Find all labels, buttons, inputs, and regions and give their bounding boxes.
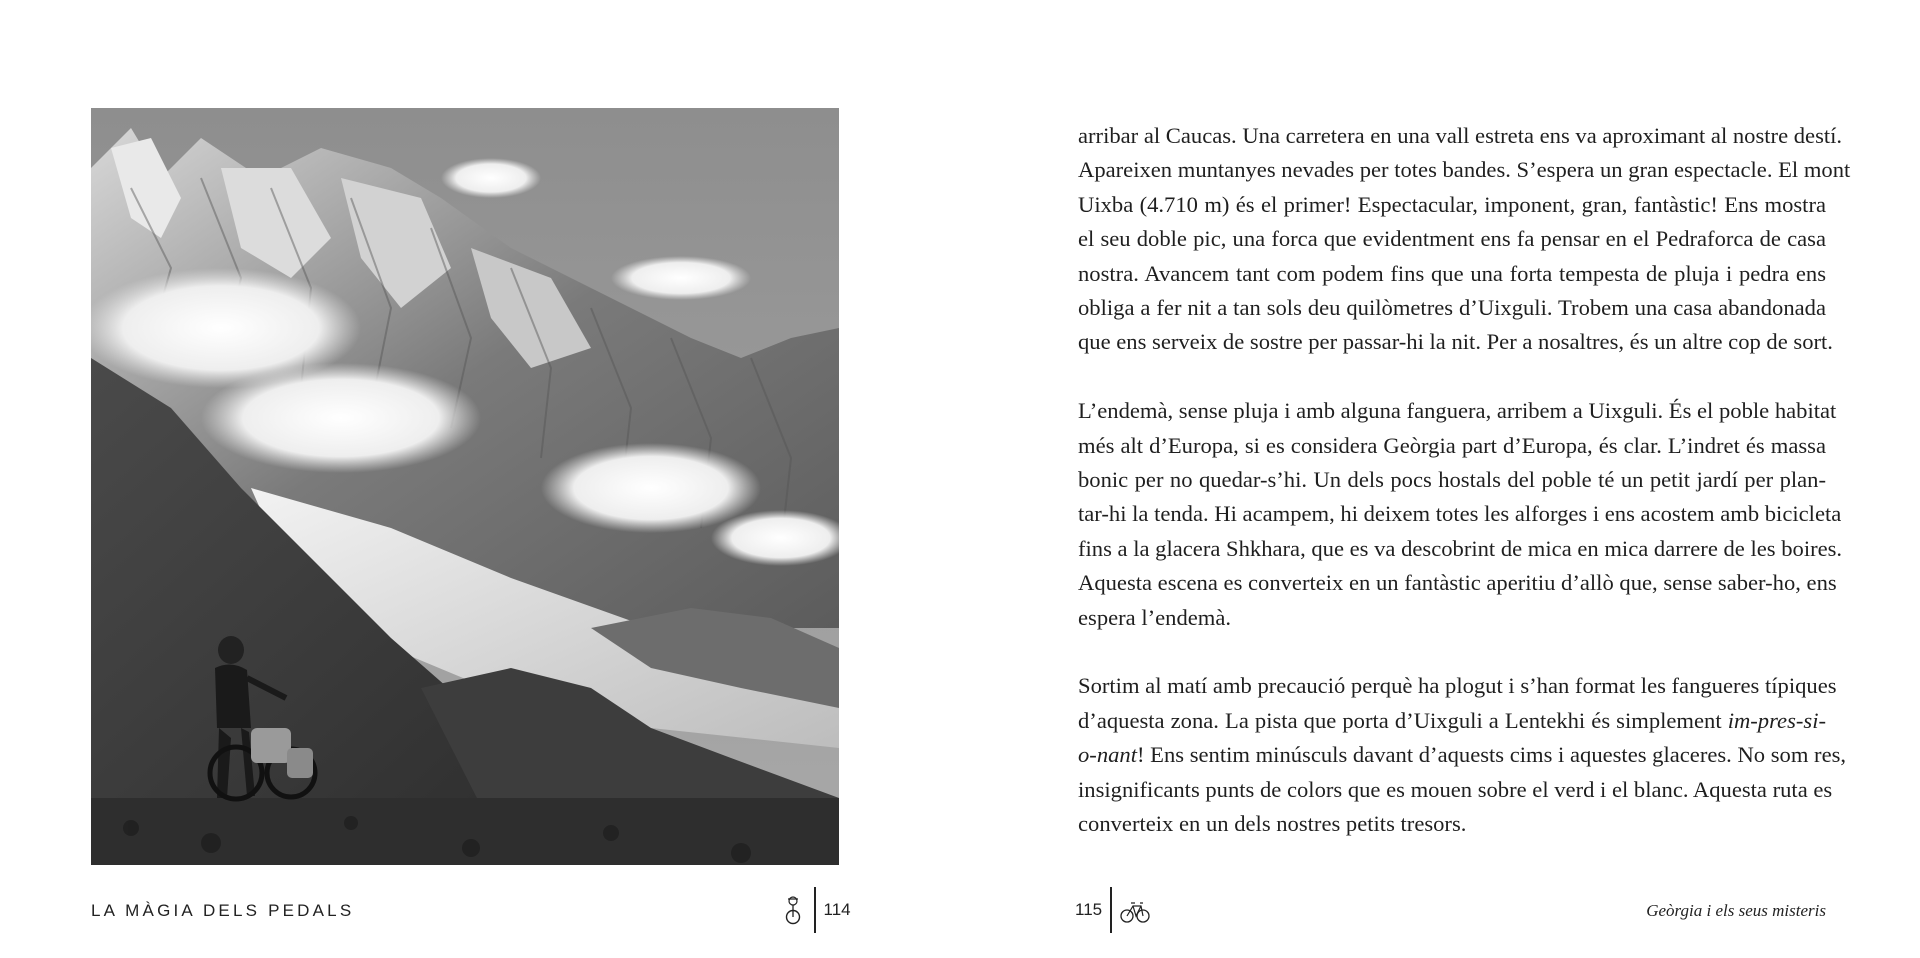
chapter-title-running-header: Geòrgia i els seus misteris <box>1646 901 1826 920</box>
text-line: bonic per no quedar-s’hi. Un dels pocs hostals del poble té un petit jardí per plan- <box>1078 467 1826 493</box>
page-number-left: 114 <box>823 900 851 919</box>
folio-rule <box>1110 887 1112 933</box>
paragraph-2 <box>1078 394 1843 635</box>
text-segment: ! Ens sentim minúsculs davant d’aquests cims i aquestes glaceres. No som res, <box>1137 742 1847 768</box>
mountain-cyclist-photo <box>91 108 839 865</box>
photo-illustration <box>91 108 839 865</box>
folio-rule <box>814 887 816 933</box>
emphasis-text: o-nant <box>1078 742 1137 768</box>
paragraph-3 <box>1078 669 1847 841</box>
text-line: espera l’endemà. <box>1078 604 1232 630</box>
text-line: L’endemà, sense pluja i amb alguna fanguera, arribem a Uixguli. És el poble habitat <box>1078 398 1837 424</box>
text-line <box>1078 738 1847 772</box>
text-line: tar-hi la tenda. Hi acampem, hi deixem totes les alforges i ens acostem amb bicicleta <box>1078 501 1842 527</box>
text-line: nostra. Avancem tant com podem fins que una forta tempesta de pluja i pedra ens <box>1078 260 1826 286</box>
text-line <box>1078 704 1826 738</box>
text-line: Apareixen muntanyes nevades per totes bandes. S’espera un gran espectacle. El mont <box>1078 157 1851 183</box>
body-text <box>1078 119 1851 842</box>
text-line: el seu doble pic, una forca que evidentment ens fa pensar en el Pedraforca de casa <box>1078 226 1826 252</box>
text-line: converteix en un dels nostres petits tresors. <box>1078 811 1467 837</box>
emphasis-text: im-pres-si- <box>1727 707 1826 733</box>
book-title-running-header: LA MÀGIA DELS PEDALS <box>91 901 355 920</box>
text-line: més alt d’Europa, si es considera Geòrgia part d’Europa, és clar. L’indret és massa <box>1078 432 1826 458</box>
text-line: insignificants punts de colors que es mouen sobre el verd i el blanc. Aquesta ruta es <box>1078 776 1833 802</box>
text-line: que ens serveix de sostre per passar-hi la nit. Per a nosaltres, és un altre cop de sort. <box>1078 329 1833 355</box>
text-line: Uixba (4.710 m) és el primer! Espectacular, imponent, gran, fantàstic! Ens mostra <box>1078 191 1826 217</box>
text-line: arribar al Caucas. Una carretera en una vall estreta ens va aproximant al nostre destí. <box>1078 123 1843 148</box>
text-segment: d’aquesta zona. La pista que porta d’Uixguli a Lentekhi és simplement <box>1078 707 1728 733</box>
text-line: fins a la glacera Shkhara, que es va descobrint de mica en mica darrere de les boires. <box>1078 535 1843 561</box>
right-folio <box>1075 890 1150 930</box>
text-line: Aquesta escena es converteix en un fantàstic aperitiu d’allò que, sense saber-ho, ens <box>1078 570 1837 596</box>
page-number-right: 115 <box>1075 900 1103 919</box>
bicycle-icon <box>1120 895 1150 925</box>
bicycle-icon <box>780 895 806 925</box>
left-folio <box>780 890 851 930</box>
text-line: Sortim al matí amb precaució perquè ha plogut i s’han format les fangueres típiques <box>1078 673 1837 699</box>
text-line: obliga a fer nit a tan sols deu quilòmetres d’Uixguli. Trobem una casa abandonada <box>1078 295 1826 321</box>
paragraph-1 <box>1078 119 1851 360</box>
